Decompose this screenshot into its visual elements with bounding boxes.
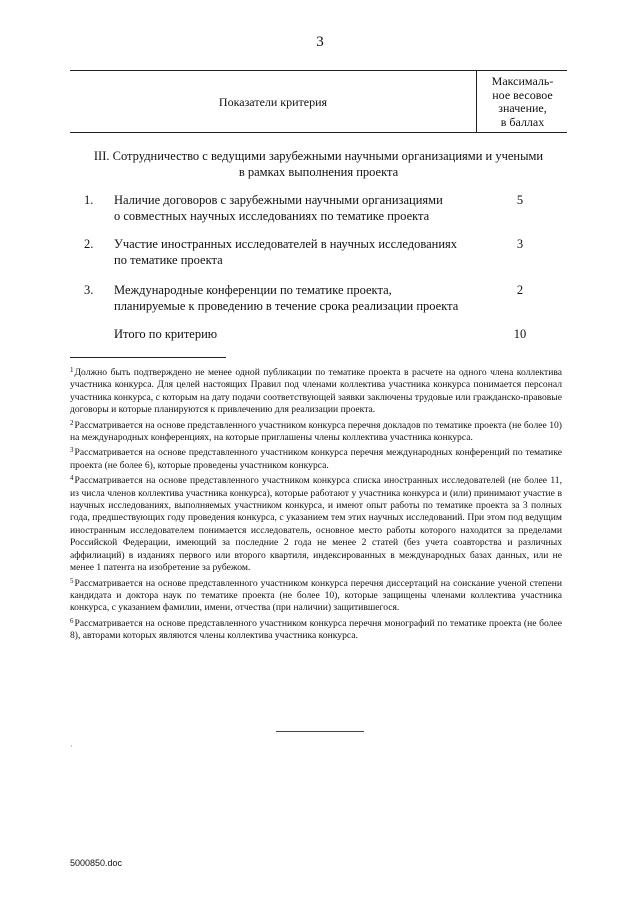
footnote [70, 444, 562, 472]
footnote-mark: 1 [70, 366, 74, 374]
criteria-column-header: Показатели критерия [218, 95, 328, 109]
criteria-table-header [70, 70, 567, 133]
footnote-mark: 6 [70, 616, 74, 625]
criterion-text: Международные конференции по тематике проекта, планируемые к проведению в течение срока реализации проекта [114, 283, 459, 313]
total-label: Итого по критерию [114, 327, 218, 341]
footnote [70, 364, 562, 417]
footnote-mark: 4 [70, 474, 74, 483]
footnote [70, 615, 562, 643]
footnote [70, 575, 562, 615]
footnote-text: Рассматривается на основе представленного участником конкурса перечня монографий по тематике проекта (не более 8), авторами которых являются члены коллектива участника конкурса. [70, 617, 562, 642]
criterion-number: 3. [84, 283, 94, 297]
scan-mark: · [70, 741, 73, 751]
criterion-text: Наличие договоров с зарубежными научными организациями о совместных научных исследованиях по тематике проекта [114, 193, 443, 223]
footnote-text: Рассматривается на основе представленного участником конкурса списка иностранных исследователей (не более 11, из числа членов коллектива участника конкурса), которые работают у участника конкурса и (или) принимают участие в научных исследованиях, выполняемых участником конкурса, и имеют опыт работы по тематике проекта за 3 полных года, предшествующих году проведения конкурса, с указанием тем этих научных исследований. При этом под ведущим иностранным исследователем понимается исследователь, основное место работы которого находится за пределами Российской Федерации, имеющий за последние 2 года не менее 2 статей (без учета соавторства и различных аффилиаций) в изданиях первого или второго квартиля, индексированных в международных базах данных, или не менее 1 патента на изобретение за рубежом. [70, 475, 562, 574]
criterion-number: 1. [84, 193, 94, 207]
footnotes [70, 364, 562, 643]
max-score-column-header: Максималь- ное весовое значение, в баллах [491, 74, 554, 129]
footnote-mark: 2 [70, 418, 74, 427]
document-code: 5000850.doc [70, 858, 123, 868]
column-divider [476, 71, 477, 132]
criterion-number: 2. [84, 237, 94, 251]
criterion-score: 2 [516, 283, 524, 297]
end-of-document-line [276, 731, 364, 732]
footnote-text: Должно быть подтверждено не менее одной публикации по тематике проекта в расчете на одного члена коллектива участника конкурса. Для целей настоящих Правил под членами коллектива участника конкурса понимается персонал участника конкурса, с которым на дату подачи соответствующей заявки заключены трудовые или гражданско-правовые договоры и которые планируются к привлечению для реализации проекта. [70, 367, 562, 416]
footnote-separator [70, 357, 226, 358]
footnote-text: Рассматривается на основе представленного участником конкурса перечня докладов по тематике проекта (не более 10) на международных конференциях, на которые приглашены члены коллектива участника конкурса. [70, 419, 562, 444]
criterion-text: Участие иностранных исследователей в научных исследованиях по тематике проекта [114, 237, 458, 267]
footnote-text: Рассматривается на основе представленного участником конкурса перечня диссертаций на соискание ученой степени кандидата и доктора наук по тематике проекта (не более 10), которые защищены членами коллектива участника конкурса, с указанием фамилии, имени, отчества (при наличии) защитившегося. [70, 577, 562, 614]
section-title: III. Сотрудничество с ведущими зарубежными научными организациями и учеными в рамках выполнения проекта [93, 149, 544, 179]
footnote [70, 472, 562, 574]
total-score: 10 [513, 327, 527, 341]
footnote [70, 417, 562, 445]
footnote-mark: 3 [70, 446, 74, 455]
criterion-score: 5 [516, 193, 524, 207]
criterion-score: 3 [516, 237, 524, 251]
footnote-mark: 5 [70, 576, 74, 585]
page-number: 3 [316, 34, 324, 50]
footnote-text: Рассматривается на основе представленного участником конкурса перечня международных конференций по тематике проекта (не более 6), которые проведены участником конкурса. [70, 447, 562, 471]
